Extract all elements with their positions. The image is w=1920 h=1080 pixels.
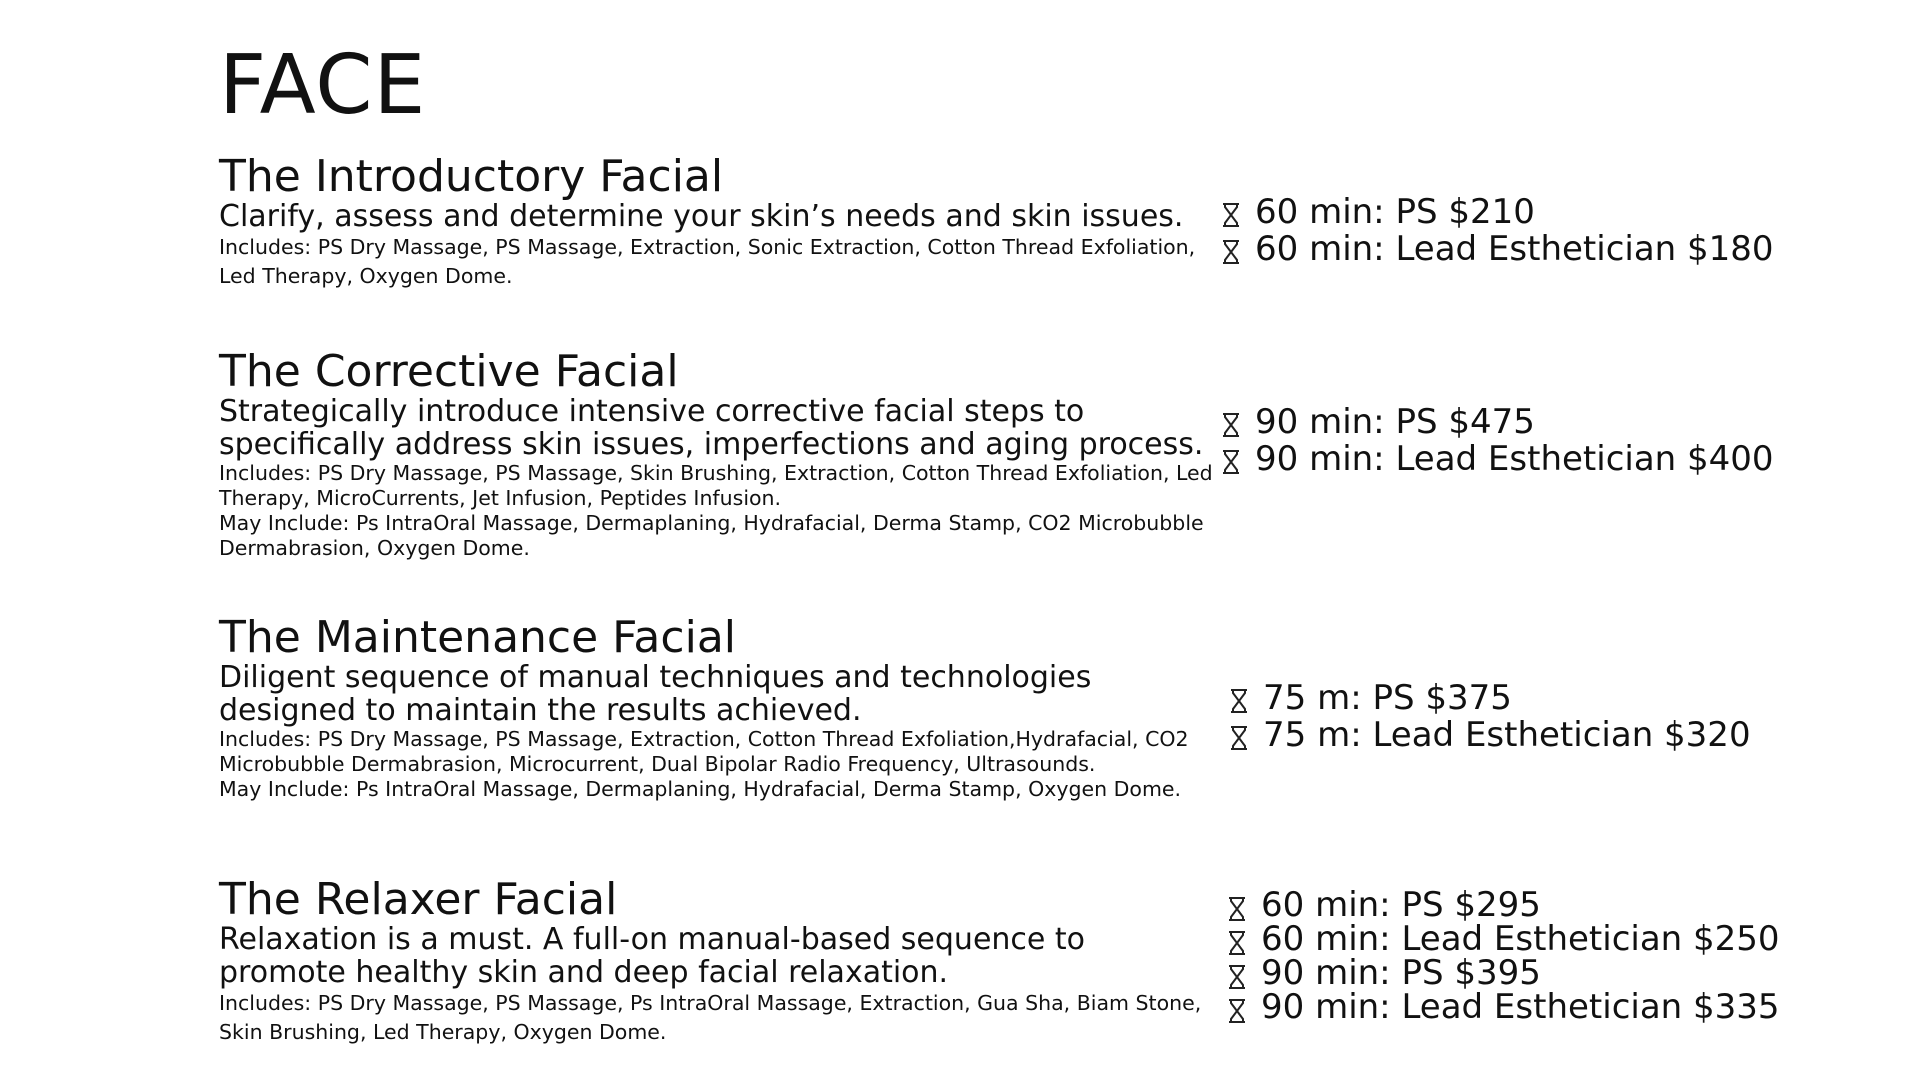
price-item — [1225, 919, 1780, 959]
hourglass-icon — [1229, 689, 1249, 713]
price-list-relaxer — [1225, 885, 1780, 1027]
price-text: 60 min: PS $295 — [1261, 885, 1541, 925]
page-title: FACE — [219, 38, 427, 133]
service-includes: Includes: PS Dry Massage, PS Massage, Skin Brushing, Extraction, Cotton Thread Exfoliation, Led Therapy, MicroCurrents, Jet Infusion, Peptides Infusion. — [219, 461, 1213, 510]
price-text: 60 min: PS $210 — [1255, 192, 1535, 232]
price-item — [1227, 680, 1751, 717]
service-description: Clarify, assess and determine your skin’s needs and skin issues. — [219, 199, 1184, 234]
service-description: Relaxation is a must. A full-on manual-based sequence to promote healthy skin and deep facial relaxation. — [219, 922, 1086, 990]
service-name: The Maintenance Facial — [219, 612, 736, 663]
hourglass-icon — [1227, 897, 1247, 921]
hourglass-icon — [1221, 413, 1241, 437]
service-may-include: May Include: Ps IntraOral Massage, Dermaplaning, Hydrafacial, Derma Stamp, CO2 Microbubble Dermabrasion, Oxygen Dome. — [219, 511, 1204, 560]
service-includes: Includes: PS Dry Massage, PS Massage, Ps IntraOral Massage, Extraction, Gua Sha, Biam Stone, Skin Brushing, Led Therapy, Oxygen Dome. — [219, 991, 1202, 1044]
service-maintenance-facial — [219, 613, 1219, 802]
service-relaxer-facial — [219, 875, 1219, 1047]
hourglass-icon — [1221, 240, 1241, 264]
price-text: 90 min: PS $395 — [1261, 953, 1541, 993]
hourglass-icon — [1221, 203, 1241, 227]
price-text: 75 m: Lead Esthetician $320 — [1263, 715, 1751, 755]
hourglass-icon — [1227, 931, 1247, 955]
price-item — [1219, 441, 1774, 478]
service-includes: Includes: PS Dry Massage, PS Massage, Extraction, Sonic Extraction, Cotton Thread Exfoliation, Led Therapy, Oxygen Dome. — [219, 235, 1196, 288]
price-item — [1225, 953, 1780, 993]
hourglass-icon — [1227, 965, 1247, 989]
hourglass-icon — [1221, 450, 1241, 474]
price-list-corrective — [1219, 404, 1774, 478]
hourglass-icon — [1227, 999, 1247, 1023]
price-item — [1227, 717, 1751, 754]
service-corrective-facial — [219, 347, 1219, 561]
price-text: 90 min: PS $475 — [1255, 402, 1535, 442]
service-name: The Corrective Facial — [219, 346, 679, 397]
service-description: Diligent sequence of manual techniques and technologies designed to maintain the results achieved. — [219, 660, 1092, 728]
service-name: The Introductory Facial — [219, 151, 724, 202]
service-introductory-facial — [219, 152, 1219, 291]
service-description: Strategically introduce intensive corrective facial steps to specifically address skin issues, imperfections and aging process. — [219, 394, 1204, 462]
price-text: 90 min: Lead Esthetician $335 — [1261, 987, 1780, 1027]
price-text: 60 min: Lead Esthetician $250 — [1261, 919, 1780, 959]
price-item — [1225, 885, 1780, 925]
service-includes: Includes: PS Dry Massage, PS Massage, Extraction, Cotton Thread Exfoliation,Hydrafacial, CO2 Microbubble Dermabrasion, Microcurrent, Dual Bipolar Radio Frequency, Ultrasounds. — [219, 727, 1189, 776]
hourglass-icon — [1229, 726, 1249, 750]
service-name: The Relaxer Facial — [219, 874, 618, 925]
price-list-introductory — [1219, 194, 1774, 268]
price-item — [1219, 231, 1774, 268]
price-item — [1219, 404, 1774, 441]
price-text: 60 min: Lead Esthetician $180 — [1255, 229, 1774, 269]
price-text: 75 m: PS $375 — [1263, 678, 1512, 718]
price-list-maintenance — [1227, 680, 1751, 754]
price-item — [1219, 194, 1774, 231]
price-text: 90 min: Lead Esthetician $400 — [1255, 439, 1774, 479]
service-may-include: May Include: Ps IntraOral Massage, Dermaplaning, Hydrafacial, Derma Stamp, Oxygen Dome. — [219, 777, 1182, 801]
price-item — [1225, 987, 1780, 1027]
